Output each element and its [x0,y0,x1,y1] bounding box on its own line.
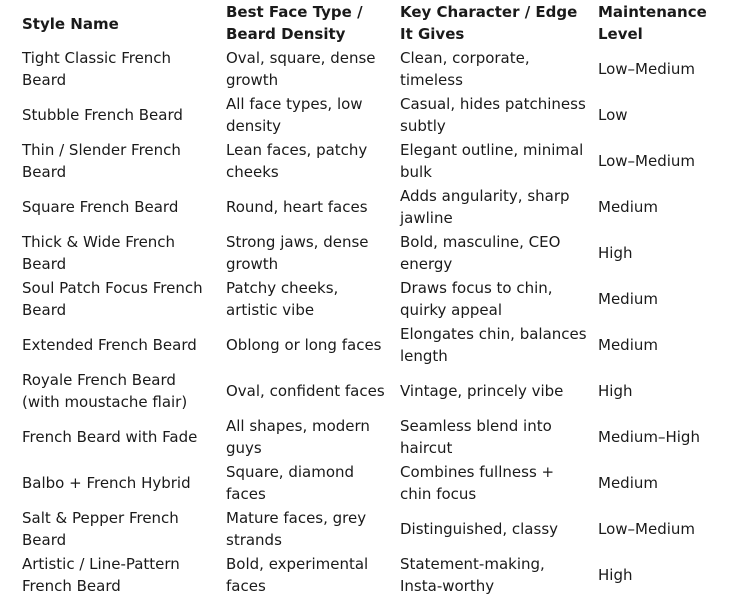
table-row [16,276,746,322]
cell-face-type: Mature faces, grey strands [226,509,367,549]
cell-face-type: Oblong or long faces [226,336,382,354]
cell-maintenance: Medium–High [598,428,700,446]
cell-maintenance: High [598,566,633,584]
cell-maintenance: Low–Medium [598,60,696,78]
cell-maintenance: Low [598,106,628,124]
cell-face-type: Oval, confident faces [226,382,385,400]
header-maintenance: Maintenance Level [598,3,707,43]
cell-style-name: Salt & Pepper French Beard [22,509,179,549]
table-row [16,230,746,276]
cell-maintenance: Medium [598,290,658,308]
cell-face-type: Round, heart faces [226,198,368,216]
cell-style-name: Extended French Beard [22,336,197,354]
table-row [16,460,746,506]
header-row [16,1,746,46]
cell-style-name: Artistic / Line-Pattern French Beard [22,555,180,595]
cell-key-character: Clean, corporate, timeless [400,49,530,89]
cell-style-name: Thick & Wide French Beard [22,233,176,273]
cell-key-character: Seamless blend into haircut [400,417,552,457]
cell-style-name: Soul Patch Focus French Beard [22,279,203,319]
cell-key-character: Statement-making, Insta-worthy [400,555,545,595]
beard-styles-table [16,1,746,598]
cell-face-type: Patchy cheeks, artistic vibe [226,279,339,319]
table-row [16,368,746,414]
table-row [16,552,746,598]
header-style-name: Style Name [22,14,119,33]
cell-style-name: Royale French Beard (with moustache flair) [22,371,188,411]
cell-maintenance: Medium [598,198,658,216]
table-row [16,322,746,368]
cell-key-character: Casual, hides patchiness subtly [400,95,586,135]
header-key-character: Key Character / Edge It Gives [400,3,578,43]
table-row [16,184,746,230]
cell-style-name: Square French Beard [22,198,179,216]
cell-maintenance: Medium [598,336,658,354]
cell-style-name: Stubble French Beard [22,106,183,124]
cell-maintenance: Low–Medium [598,152,696,170]
cell-face-type: Oval, square, dense growth [226,49,376,89]
cell-style-name: French Beard with Fade [22,428,198,446]
cell-style-name: Thin / Slender French Beard [22,141,181,181]
table-body [16,46,746,598]
cell-key-character: Draws focus to chin, quirky appeal [400,279,553,319]
cell-key-character: Elegant outline, minimal bulk [400,141,584,181]
cell-maintenance: Medium [598,474,658,492]
cell-key-character: Vintage, princely vibe [400,382,564,400]
cell-key-character: Elongates chin, balances length [400,325,587,365]
cell-key-character: Combines fullness + chin focus [400,463,555,503]
cell-key-character: Adds angularity, sharp jawline [400,187,570,227]
cell-maintenance: High [598,244,633,262]
table-row [16,138,746,184]
cell-key-character: Bold, masculine, CEO energy [400,233,561,273]
cell-maintenance: Low–Medium [598,520,696,538]
cell-face-type: Strong jaws, dense growth [226,233,369,273]
cell-maintenance: High [598,382,633,400]
cell-style-name: Balbo + French Hybrid [22,474,191,492]
cell-face-type: Square, diamond faces [226,463,355,503]
table-row [16,46,746,92]
cell-style-name: Tight Classic French Beard [22,49,172,89]
table-row [16,506,746,552]
cell-key-character: Distinguished, classy [400,520,559,538]
cell-face-type: All shapes, modern guys [226,417,370,457]
table-header [16,1,746,46]
cell-face-type: Lean faces, patchy cheeks [226,141,368,181]
header-face-type: Best Face Type / Beard Density [226,3,363,43]
table-row [16,92,746,138]
cell-face-type: All face types, low density [226,95,363,135]
table-row [16,414,746,460]
cell-face-type: Bold, experimental faces [226,555,369,595]
